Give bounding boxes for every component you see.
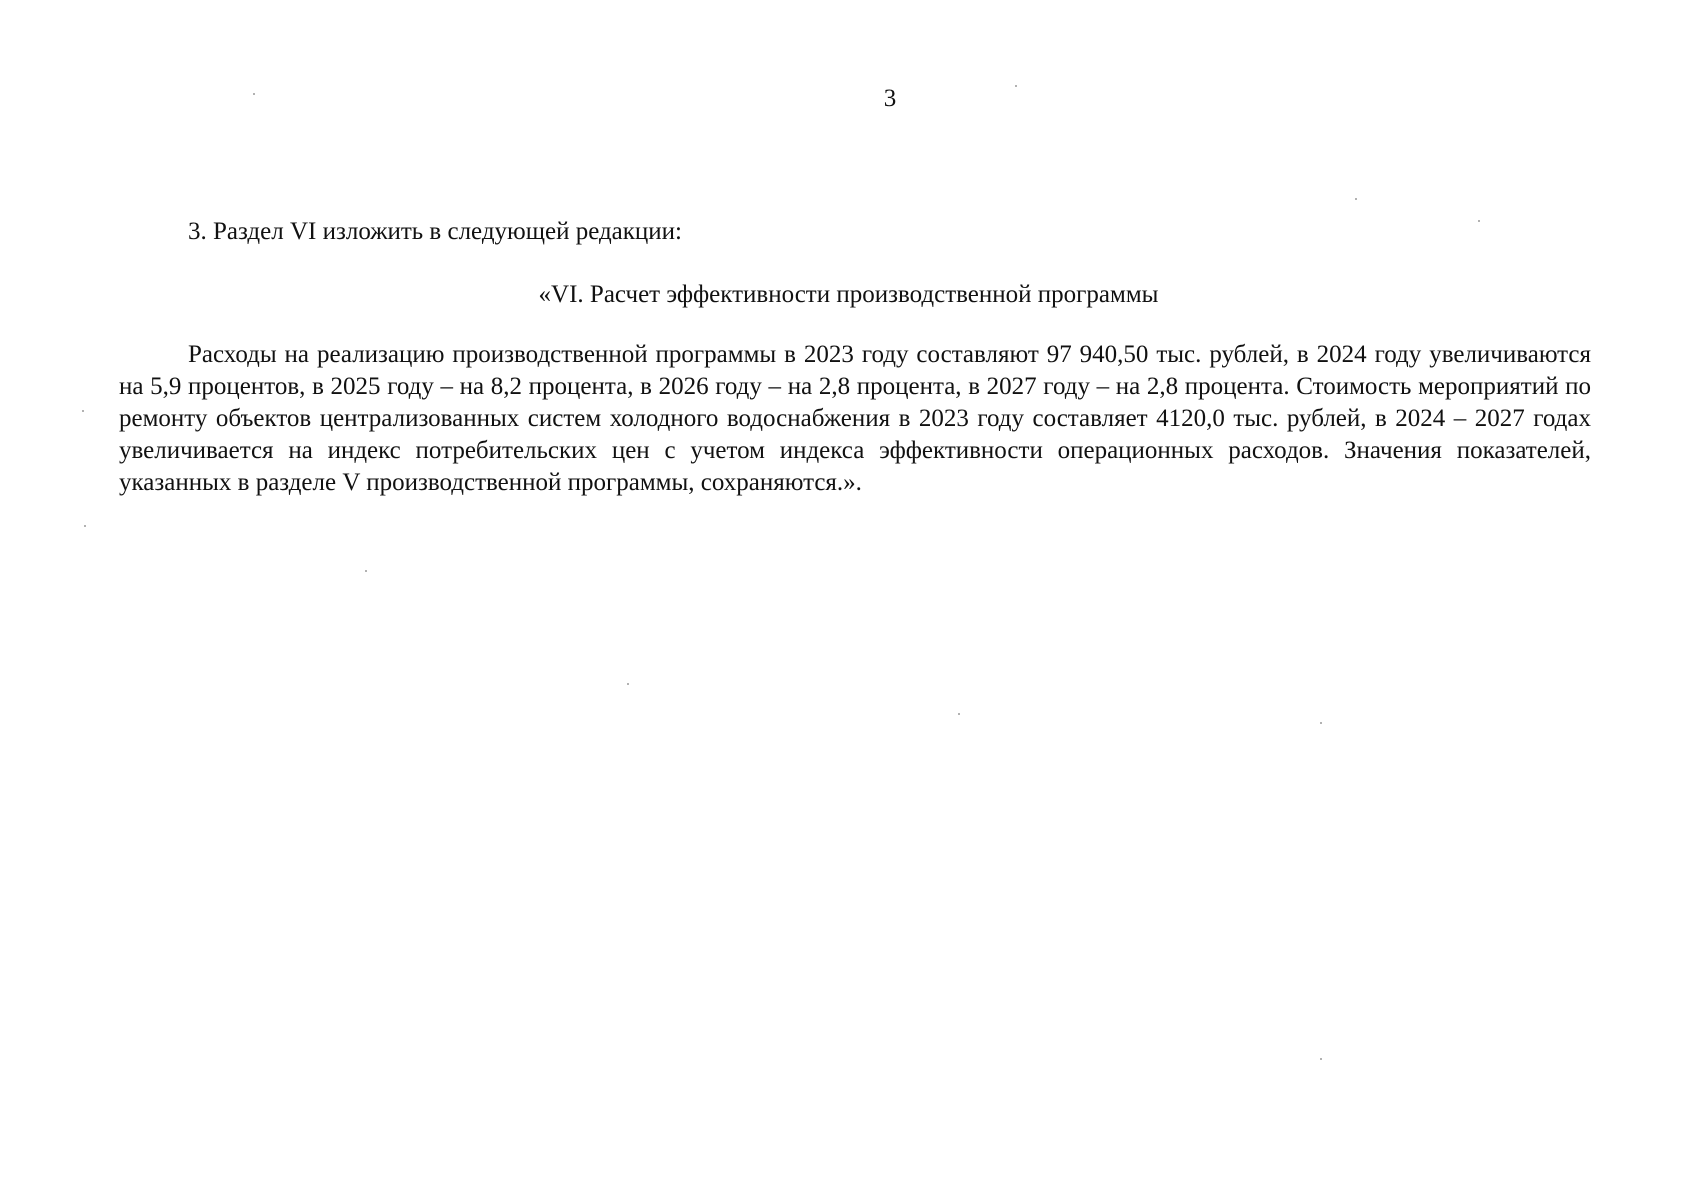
scan-speck	[1015, 85, 1017, 87]
page-number: 3	[883, 85, 897, 112]
scan-speck	[1320, 1058, 1322, 1060]
scan-speck	[1355, 198, 1357, 200]
scan-speck	[1320, 722, 1322, 724]
scan-speck	[1478, 220, 1480, 222]
scan-speck	[84, 525, 86, 527]
item-heading: 3. Раздел VI изложить в следующей редакции:	[188, 218, 683, 245]
body-paragraph: Расходы на реализацию производственной программы в 2023 году составляют 97 940,50 тыс. рублей, в 2024 году увеличиваются на 5,9 процентов, в 2025 году – на 8,2 процента, в 2026 году – на 2,8 процента, в 2027 году – на 2,8 процента. Стоимость мероприятий по ремонту объектов централизованных систем холодного водоснабжения в 2023 году составляет 4120,0 тыс. рублей, в 2024 – 2027 годах увеличивается на индекс потребительских цен с учетом индекса эффективности операционных расходов. Значения показателей, указанных в разделе V производственной программы, сохраняются.».	[119, 341, 1591, 496]
section-title: «VI. Расчет эффективности производственной программы	[538, 281, 1159, 308]
scan-speck	[365, 570, 367, 572]
scan-speck	[627, 683, 629, 685]
scan-speck	[82, 410, 84, 412]
scan-speck	[253, 93, 255, 95]
scan-speck	[958, 713, 960, 715]
